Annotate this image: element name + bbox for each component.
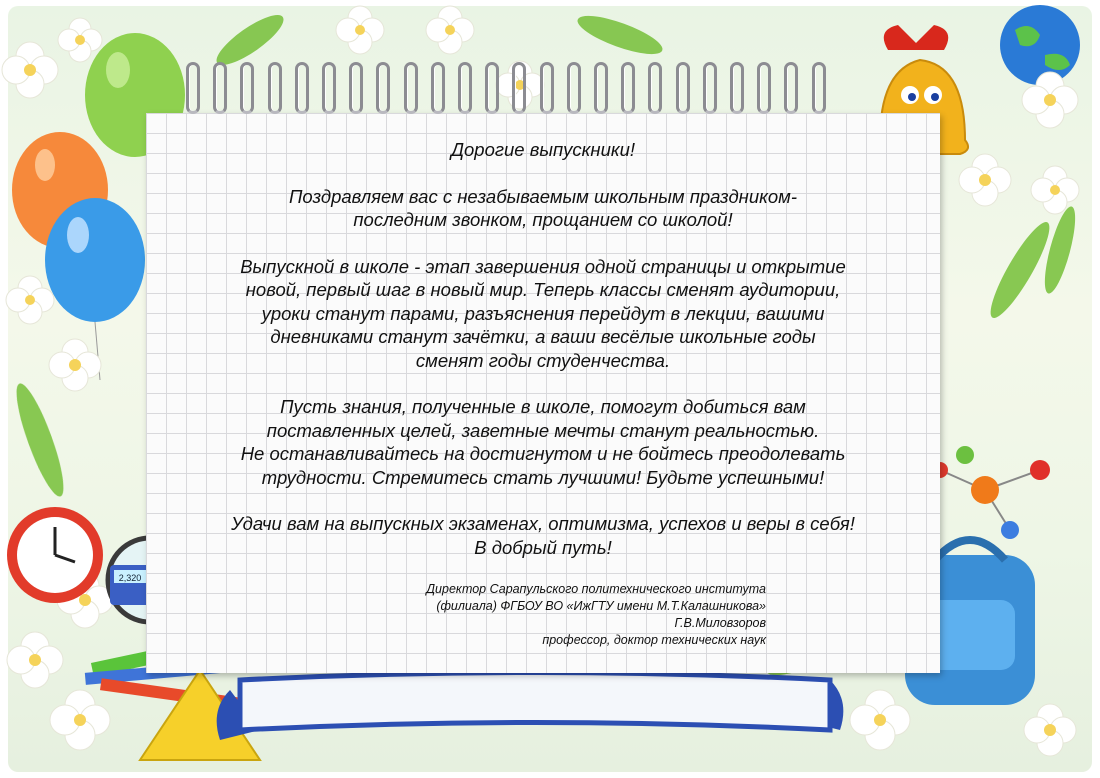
signature-line: Директор Сарапульского политехнического института — [426, 582, 766, 596]
spiral-ring — [676, 62, 690, 114]
spiral-ring — [703, 62, 717, 114]
text-line: Удачи вам на выпускных экзаменах, оптимизма, успехов и веры в себя! — [231, 513, 855, 534]
text-line: новой, первый шаг в новый мир. Теперь классы сменят аудитории, — [245, 279, 841, 300]
ribbon-banner-icon — [217, 673, 844, 741]
spiral-ring — [567, 62, 581, 114]
calculator-icon — [110, 565, 150, 605]
spiral-ring — [621, 62, 635, 114]
spiral-ring — [404, 62, 418, 114]
text-line: уроки станут парами, разъяснения перейдут в лекции, вашими — [261, 302, 825, 324]
spiral-ring — [757, 62, 771, 114]
spiral-ring — [240, 62, 254, 114]
greeting-line: Дорогие выпускники! — [450, 139, 636, 160]
spiral-binding — [186, 62, 826, 122]
text-line: последним звонком, прощанием со школой! — [353, 209, 733, 230]
spiral-ring — [512, 62, 526, 114]
text-line: поставленных целей, заветные мечты станут реальностью. — [266, 419, 820, 441]
spiral-ring — [485, 62, 499, 114]
text-line: сменят годы студенчества. — [415, 349, 671, 371]
spiral-ring — [458, 62, 472, 114]
spiral-ring — [540, 62, 554, 114]
greeting — [146, 138, 940, 162]
spiral-ring — [594, 62, 608, 114]
congratulation-text — [146, 138, 940, 582]
text-line: Выпускной в школе - этап завершения одной страницы и открытие — [240, 255, 846, 277]
signature-block — [330, 581, 766, 649]
paragraph-1 — [146, 185, 940, 232]
text-line: Поздравляем вас с незабываемым школьным праздником- — [288, 185, 798, 207]
spiral-ring — [376, 62, 390, 114]
spiral-ring — [322, 62, 336, 114]
alarm-clock-icon — [7, 507, 103, 603]
spiral-ring — [784, 62, 798, 114]
calculator-display: 2,320 — [118, 573, 142, 583]
signature-line: профессор, доктор технических наук — [542, 633, 766, 647]
spiral-ring — [186, 62, 200, 114]
spiral-ring — [812, 62, 826, 114]
globe-icon — [1000, 5, 1080, 85]
text-line: Пусть знания, полученные в школе, помогут добиться вам — [280, 396, 806, 417]
signature-line: Г.В.Миловзоров — [674, 616, 766, 630]
paragraph-2 — [146, 255, 940, 373]
spiral-ring — [213, 62, 227, 114]
spiral-ring — [431, 62, 445, 114]
spiral-ring — [648, 62, 662, 114]
spiral-ring — [268, 62, 282, 114]
spiral-ring — [349, 62, 363, 114]
signature-line: (филиала) ФГБОУ ВО «ИжГТУ имени М.Т.Калашникова» — [436, 599, 766, 613]
text-line: дневниками станут зачётки, а ваши весёлые школьные годы — [270, 326, 816, 347]
text-line: Не останавливайтесь на достигнутом и не бойтесь преодолевать — [240, 443, 846, 464]
spiral-ring — [295, 62, 309, 114]
text-line: трудности. Стремитесь стать лучшими! Будьте успешными! — [261, 466, 825, 488]
paragraph-3 — [146, 395, 940, 489]
spiral-ring — [730, 62, 744, 114]
text-line: В добрый путь! — [474, 536, 612, 558]
paragraph-4 — [146, 512, 940, 559]
